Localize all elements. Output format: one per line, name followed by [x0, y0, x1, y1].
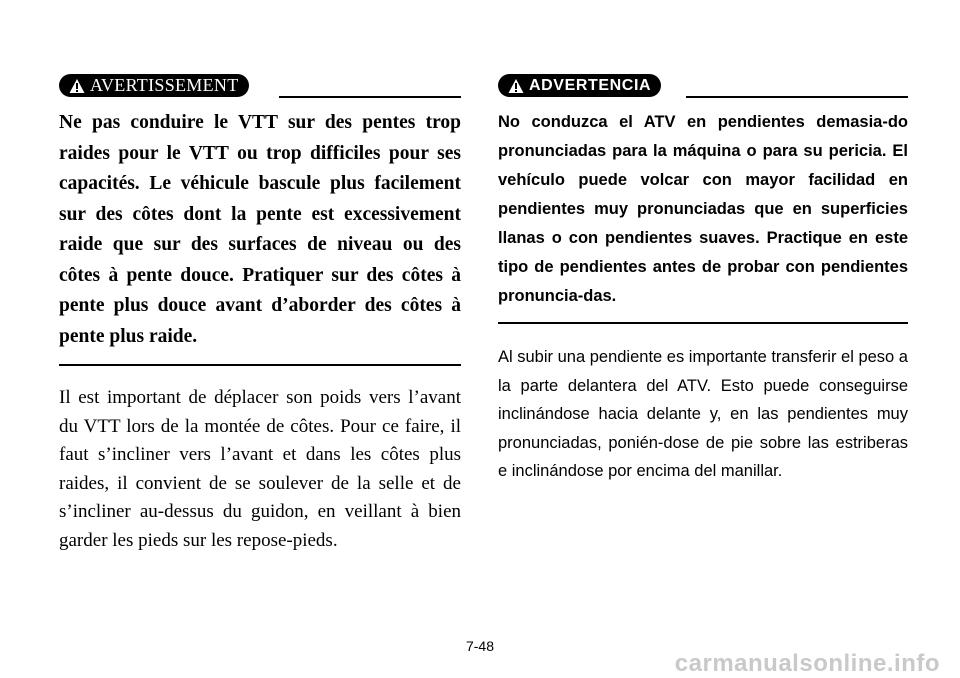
spanish-column — [498, 74, 908, 486]
warning-triangle-icon — [508, 78, 524, 94]
spanish-warning-header — [498, 74, 908, 108]
french-warning-label: AVERTISSEMENT — [90, 75, 239, 95]
spanish-warning-end-rule — [498, 322, 908, 324]
french-warning-badge — [59, 74, 249, 97]
spanish-warning-badge — [498, 74, 661, 97]
spanish-body-text: Al subir una pendiente es importante transferir el peso a la parte delantera del ATV. Esto puede conseguirse inclinándose hacia delante y, en las pendientes muy pronunciadas, ponién-dose de pie sobre las estriberas e inclinándose por encima del manillar. — [498, 348, 908, 480]
french-body-text: Il est important de déplacer son poids vers l’avant du VTT lors de la montée de côtes. Pour ce faire, il faut s’incliner vers l’avant et dans les côtes plus raides, il convient de se soulever de la selle et de s’incliner au-dessus du guidon, en veillant à bien garder les pieds sur les repose-pieds. — [59, 387, 461, 551]
spanish-warning-text: No conduzca el ATV en pendientes demasia-do pronunciadas para la máquina o para su pericia. El vehículo puede volcar con mayor facilidad en pendientes muy pronunciadas que en superficies llanas o con pendientes suaves. Practique en este tipo de pendientes antes de probar con pendientes pronuncia-das. — [498, 113, 908, 305]
french-column — [59, 74, 461, 555]
french-warning-header — [59, 74, 461, 108]
french-warning-end-rule — [59, 364, 461, 366]
french-header-rule — [279, 96, 461, 98]
page-number: 7-48 — [465, 638, 495, 654]
watermark: carmanualsonline.info — [674, 650, 940, 677]
warning-triangle-icon — [69, 78, 85, 94]
spanish-warning-label: ADVERTENCIA — [529, 76, 652, 94]
spanish-header-rule — [686, 96, 908, 98]
french-warning-text: Ne pas conduire le VTT sur des pentes trop raides pour le VTT ou trop difficiles pour ses capacités. Le véhicule bascule plus facilement sur des côtes dont la pente est excessivement raide que sur des surfaces de niveau ou des côtes à pente douce. Pratiquer sur des côtes à pente plus douce avant d’aborder des côtes à pente plus raide. — [59, 112, 461, 347]
